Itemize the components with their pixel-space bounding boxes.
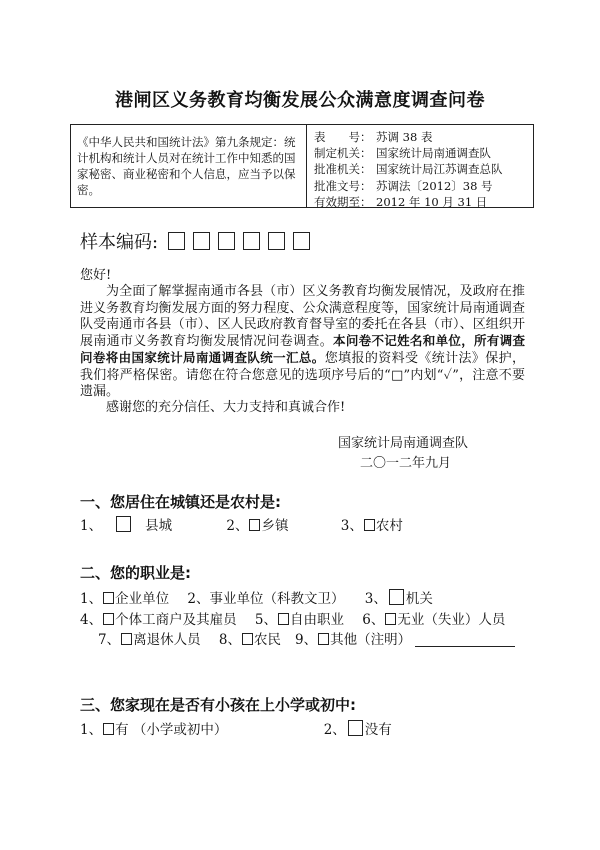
q2-option-6-number: 6、	[362, 611, 385, 628]
q1-option-2[interactable]: 2、 乡镇	[226, 518, 289, 534]
q2-option-1[interactable]: 1、 企业单位	[80, 591, 170, 607]
question-2-options	[80, 589, 525, 651]
q2-option-3[interactable]: 3、 机关	[364, 591, 433, 607]
checkbox[interactable]	[278, 613, 289, 625]
sample-code	[80, 228, 310, 254]
checkbox[interactable]	[389, 589, 404, 605]
signature-date: 二〇一二年九月	[360, 456, 452, 471]
greeting: 您好!	[80, 268, 112, 283]
q2-option-5[interactable]: 5、 自由职业	[254, 611, 344, 628]
question-1-options	[80, 516, 525, 537]
checkbox[interactable]	[116, 516, 131, 532]
page-title: 港闸区义务教育均衡发展公众满意度调查问卷	[115, 90, 485, 111]
sample-code-box[interactable]	[243, 232, 260, 250]
q2-option-2[interactable]: 2、事业单位（科教文卫）	[187, 591, 345, 607]
form-info-row: 制定机关： 国家统计局南通调查队	[314, 146, 491, 161]
q3-option-2[interactable]: 2、 没有	[323, 722, 392, 738]
form-info-row: 批准机关： 国家统计局江苏调查总队	[314, 162, 503, 177]
legal-notice: 《中华人民共和国统计法》第九条规定：统计机构和统计人员对在统计工作中知悉的国家秘密、商业秘密和个人信息，应当予以保密。	[71, 125, 307, 207]
sample-code-box[interactable]	[168, 232, 185, 250]
sample-code-box[interactable]	[293, 232, 310, 250]
checkbox[interactable]	[318, 633, 329, 645]
q2-option-4[interactable]: 4、 个体工商户及其雇员	[80, 611, 237, 628]
question-1-title: 一、您居住在城镇还是农村是:	[80, 493, 281, 511]
intro-bold-text: 本问卷不记姓名和单位，所有调查问卷将由国家统计局南通调查队统一汇总。	[80, 333, 525, 366]
q2-option-7-text[interactable]: 离退休人员	[133, 632, 201, 648]
checkbox[interactable]	[121, 633, 132, 645]
form-info-row: 表 号： 苏调 38 表	[314, 130, 433, 144]
intro-letter	[80, 268, 525, 417]
q1-option-1[interactable]: 1、 县城	[80, 518, 173, 534]
signature-org: 国家统计局南通调查队	[338, 436, 469, 451]
question-3-options	[80, 720, 525, 741]
form-info-list	[307, 125, 533, 207]
checkbox[interactable]	[385, 613, 396, 625]
thanks-text: 感谢您的充分信任、大力支持和真诚合作!	[106, 400, 346, 416]
checkbox[interactable]	[249, 519, 260, 531]
checkbox[interactable]	[103, 723, 114, 735]
checkbox[interactable]	[348, 720, 363, 736]
form-info-row: 有效期至： 2012 年 10 月 31 日	[314, 194, 488, 209]
q2-option-9-number: 9、	[294, 632, 318, 648]
checkbox[interactable]	[364, 519, 375, 531]
question-3-title: 三、您家现在是否有小孩在上小学或初中:	[80, 696, 357, 714]
form-info-table	[70, 124, 534, 208]
sample-code-box[interactable]	[218, 232, 235, 250]
q2-option-8-text[interactable]: 农民	[253, 632, 281, 648]
q2-option-8-number: 8、	[218, 632, 241, 648]
checkbox[interactable]	[103, 613, 114, 625]
sample-code-label: 样本编码:	[80, 232, 159, 253]
question-2-title: 二、您的职业是:	[80, 564, 191, 582]
sample-code-box[interactable]	[193, 232, 210, 250]
sample-code-box[interactable]	[268, 232, 285, 250]
q2-option-7-number: 7、	[98, 632, 121, 648]
q3-option-1[interactable]: 1、 有 （小学或初中）	[80, 722, 228, 738]
checkbox[interactable]	[103, 592, 114, 604]
form-info-row: 批准文号： 苏调法〔2012〕38 号	[314, 178, 493, 193]
q2-option-6-text[interactable]: 无业（失业）人员	[397, 611, 506, 628]
q2-option-9-text[interactable]: 其他（注明）	[330, 632, 412, 648]
checkbox[interactable]	[242, 633, 253, 645]
intro-paragraph: 为全面了解掌握南通市各县（市）区义务教育均衡发展情况，及政府在推进义务教育均衡发展方面的努力程度、公众满意程度等，国家统计局南通调查队受南通市各县（市）、区人民政府教育督导室的委托在各县（市）、区组织开展南通市义务教育均衡发展情况问卷调查。本问卷不记姓名和单位，所有调查问卷将由国家统计局南通调查队统一汇总。您填报的资料受《统计法》保护，我们将严格保密。请您在符合您意见的选项序号后的“□”内划“✓”，注意不要遗漏。	[80, 284, 525, 400]
q1-option-3[interactable]: 3、 农村	[340, 518, 403, 534]
other-specify-field[interactable]	[415, 632, 515, 647]
